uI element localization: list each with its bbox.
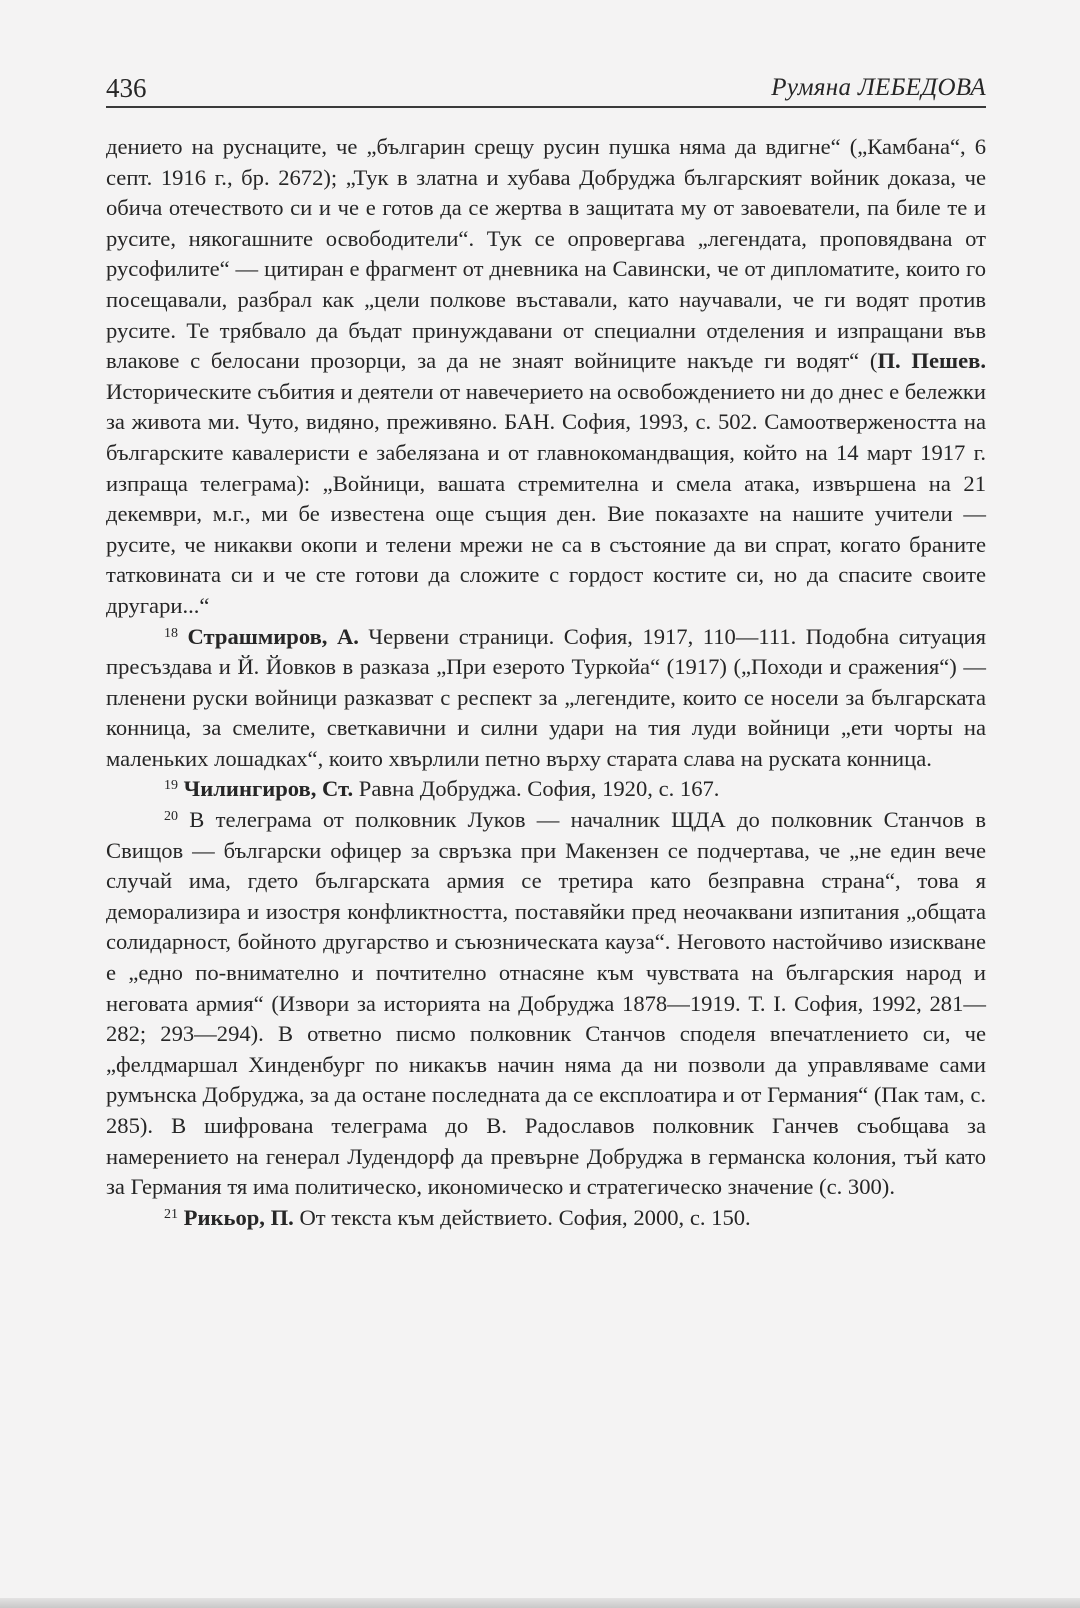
- paragraph-text: Историческите събития и деятели от навечерието на освобождението ни до днес е бележки за живота ми. Чуто, видяно, преживяно. БАН. София, 1993, с. 502. Самоотвержеността на българските кавалеристи е забелязана и от главнокомандващия, който на 14 март 1917 г. изпраща телеграма): „Войници, вашата стремителна и смела атака, извършена на 21 декември, м.г., ми бе известена още същия ден. Вие показахте на нашите учители — русите, че никакви окопи и телени мрежи не са в състояние да ви спрат, когато браните татковината си и че сте готови да сложите с гордост костите си, но да спасите своите другари...“: [106, 378, 986, 618]
- footnote-18: [106, 622, 986, 775]
- footnote-19: [106, 774, 986, 805]
- page-header: [106, 70, 986, 108]
- footnote-text: В телеграма от полковник Луков — началник ЩДА до полковник Станчов в Свищов — български офицер за свръзка при Макензен се подчертава, че „не един вече случай има, гдето българската армия се третира като безправна страна“, това я деморализира и изостря конфликтността, поставяйки пред неочаквани изпитания „общата солидарност, бойното другарство и съюзническата кауза“. Неговото настойчиво изискване е „едно по-внимателно и почтително отнасяне към чувствата на българския народ и неговата армия“ (Извори за историята на Добруджа 1878—1919. Т. І. София, 1992, 281—282; 293—294). В ответно писмо полковник Станчов споделя впечатлението си, че „фелдмаршал Хинденбург по никакъв начин няма да ни позволи да управляваме сами румънска Добруджа, за да остане последната да се експлоатира и от Германия“ (Пак там, с. 285). В шифрована телеграма до В. Радославов полковник Ганчев съобщава за намерението на генерал Лудендорф да превърне Добруджа в германска колония, тъй като за Германия тя има политическо, икономическо и стратегическо значение (с. 300).: [106, 807, 986, 1200]
- footnote-author: Рикьор, П.: [183, 1204, 294, 1230]
- footnote-author: Страшмиров, А.: [187, 623, 359, 649]
- footnote-text: От текста към действието. София, 2000, с. 150.: [293, 1204, 751, 1230]
- page-edge-shadow: [0, 1598, 1080, 1608]
- footnote-text: Равна Добруджа. София, 1920, с. 167.: [353, 776, 720, 802]
- cited-author: П. Пешев.: [877, 348, 986, 374]
- footnote-number: 20: [164, 809, 178, 825]
- paragraph-text: дението на руснаците, че „българин срещу русин пушка няма да вдигне“ („Камбана“, 6 септ. 1916 г., бр. 2672); „Тук в златна и хубава Добруджа българският войник доказа, че обича отечеството си и че е готов да се жертва в защитата му от завоеватели, па биле те и русите, някогашните освободители“. Тук се опровергава „легендата, проповядвана от русофилите“ — цитиран е фрагмент от дневника на Савински, че от дипломатите, които го посещавали, разбрал как „цели полкове въставали, като научавали, че ги водят против русите. Те трябвало да бъдат принуждавани от специални отделения и изпращани във влакове с белосани прозорци, за да не знаят войниците накъде ги водят“ (: [106, 134, 986, 374]
- footnote-number: 19: [164, 778, 178, 794]
- footnote-number: 21: [164, 1206, 178, 1222]
- footnote-text: Червени страници. София, 1917, 110—111. Подобна ситуация пресъздава и Й. Йовков в разказа „При езерото Туркойа“ (1917) („Походи и сражения“) — пленени руски войници разказват с респект за „легендите, които се носели за българската конница, за смелите, светкавични и силни удари на тия луди войници „ети чорты на маленьких лошадках“, които хвърлили петно върху старата слава на руската конница.: [106, 623, 986, 771]
- footnote-number: 18: [164, 625, 178, 641]
- footnote-author: Чилингиров, Ст.: [183, 776, 354, 802]
- running-head: Румяна ЛЕБЕДОВА: [771, 74, 986, 101]
- footnote-21: [106, 1203, 986, 1234]
- footnote-20: [106, 805, 986, 1203]
- page-body: [106, 132, 986, 1233]
- continued-paragraph: [106, 132, 986, 622]
- page-number: 436: [106, 73, 147, 103]
